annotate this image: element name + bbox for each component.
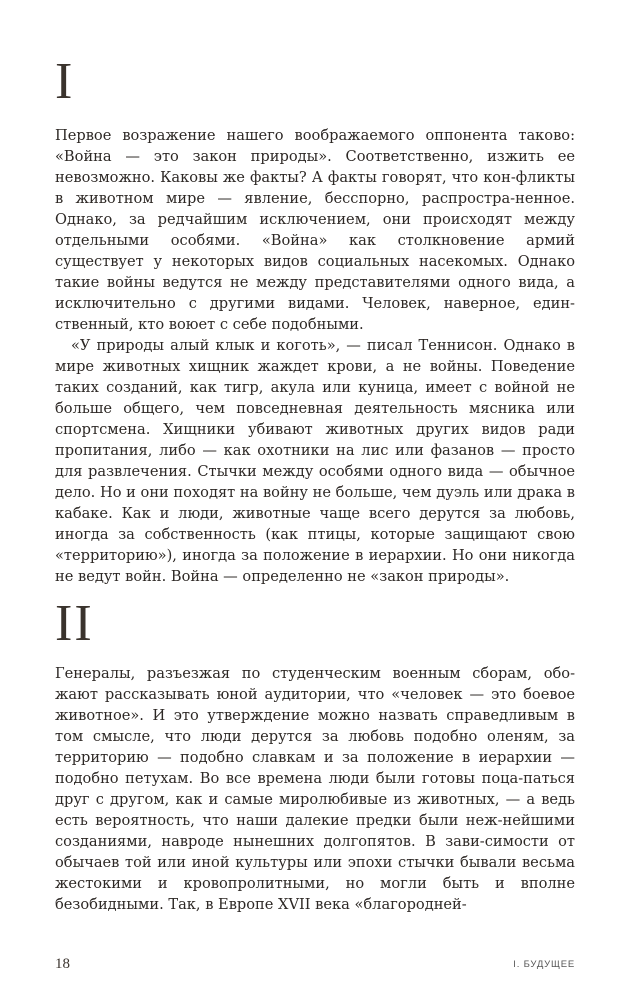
paragraph: «У природы алый клык и коготь», — писал Теннисон. Однако в мире животных хищник жаждет крови, а не войны. Поведение таких созданий, как тигр, акула или куница, имеет с войной не больше общего, чем повседневная деятельность мясника или спортсмена. Хищники убивают животных других видов ради пропитания, либо — как охотники на лис или фазанов — просто для развлечения. Стычки между особями одного вида — обычное дело. Но и они походят на войну не больше, чем дуэль или драка в кабаке. Как и люди, животные чаще всего дерутся за любовь, иногда за собственность (как птицы, которые защищают свою «территорию»), иногда за положение в иерархии. Но они никогда не ведут войн. Война — определенно не «закон природы». [55,337,575,585]
running-head: I. БУДУЩЕЕ [513,959,575,970]
page-number: 18 [55,956,70,972]
section-numeral: II [55,595,94,652]
paragraph: Генералы, разъезжая по студенческим военным сборам, обо-жают рассказывать юной аудитории, что «человек — это боевое животное». И это утверждение можно назвать справедливым в том смысле, что люди дерутся за любовь подобно оленям, за территорию — подобно славкам и за положение в иерархии — подобно петухам. Во все времена люди были готовы поца-паться друг с другом, как и самые миролюбивые из животных, — а ведь есть вероятность, что наши далекие предки были неж-нейшими созданиями, навроде нынешних долгопятов. В зави-симости от обычаев той или иной культуры или эпохи стычки бывали весьма жестокими и кровопролитными, но могли быть и вполне безобидными. Так, в Европе XVII века «благородней- [55,665,575,913]
page-footer [55,956,575,976]
section-1-text [55,125,575,587]
section-numeral: I [55,53,75,110]
section-2-text [55,663,575,915]
paragraph: Первое возражение нашего воображаемого оппонента таково: «Война — это закон природы». Соответственно, изжить ее невозможно. Каковы же факты? А факты говорят, что кон-фликты в животном мире — явление, бесспорно, распростра-ненное. Однако, за редчайшим исключением, они происходят между отдельными особями. «Война» как столкновение армий существует у некоторых видов социальных насекомых. Однако такие войны ведутся не между представителями одного вида, а исключительно с другими видами. Человек, наверное, един-ственный, кто воюет с себе подобными. [55,127,575,333]
